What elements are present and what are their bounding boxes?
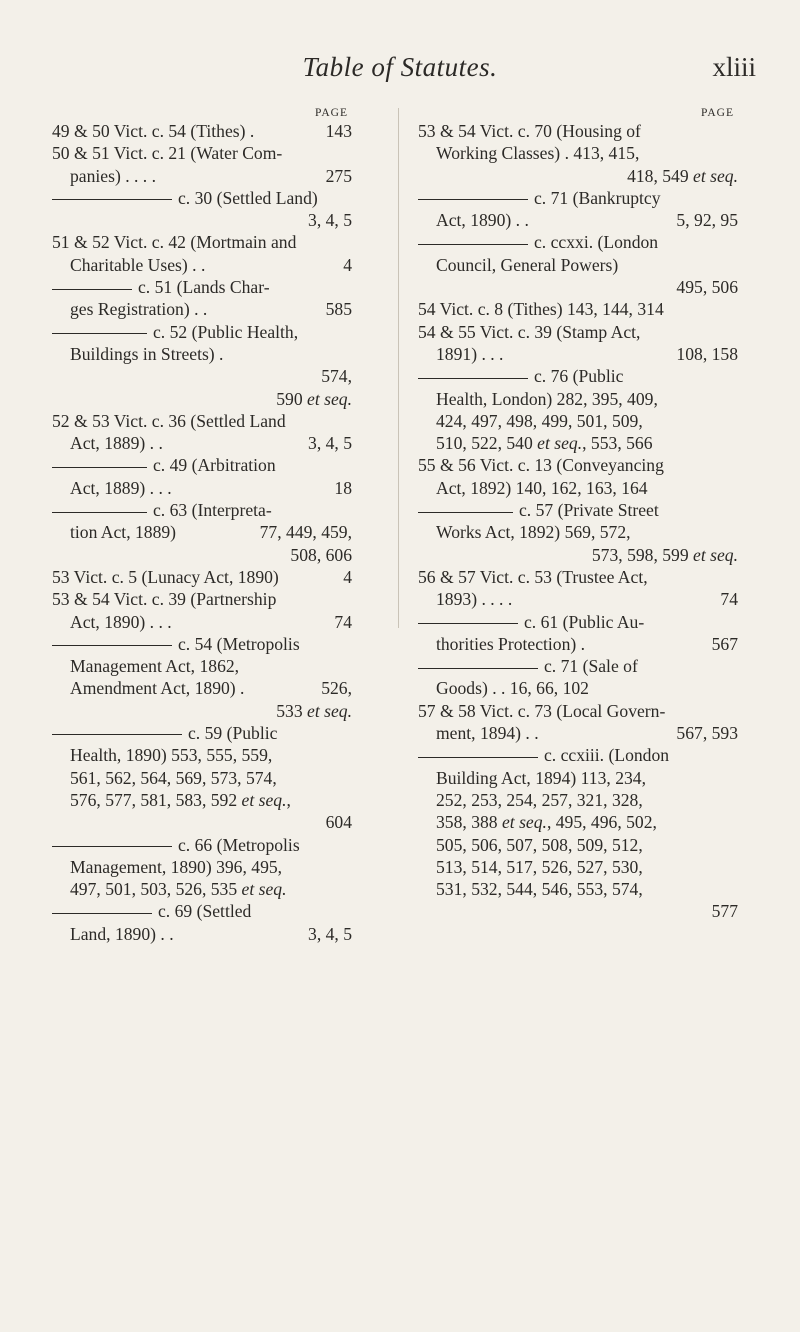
entry-line: 567, 593 ment, 1894) . .	[436, 723, 738, 744]
ditto-rule	[52, 199, 172, 200]
page-references: 74	[334, 611, 352, 632]
page-references: 577	[711, 901, 738, 922]
page-references: 3, 4, 5	[308, 433, 352, 454]
entry-line: Works Act, 1892) 569, 572,	[436, 522, 631, 543]
statute-entry	[418, 655, 738, 700]
entry-line: 74 Act, 1890) . . .	[70, 611, 352, 632]
entry-line: 77, 449, 459, tion Act, 1889)	[70, 522, 352, 543]
entry-line: 55 & 56 Vict. c. 13 (Conveyancing	[418, 455, 664, 476]
statute-entry	[418, 744, 738, 900]
entry-line: c. 30 (Settled Land)	[52, 187, 352, 209]
page-references: 495, 506	[676, 277, 738, 298]
entry-line: Management, 1890) 396, 495,	[70, 856, 283, 877]
statute-entry	[418, 900, 738, 922]
statute-entry	[52, 499, 352, 544]
ditto-rule	[52, 913, 152, 914]
entry-line: c. 76 (Public	[418, 365, 738, 387]
statute-entry	[52, 834, 352, 901]
statute-entry	[418, 120, 738, 165]
page-references: 108, 158	[676, 343, 738, 364]
statute-entry	[52, 454, 352, 499]
column-divider	[398, 108, 399, 628]
page-references: 275	[325, 165, 352, 186]
entry-line: Council, General Powers)	[436, 254, 619, 275]
ditto-rule	[418, 668, 538, 669]
entry-line: 53 & 54 Vict. c. 70 (Housing of	[418, 121, 641, 141]
entry-line: 567 thorities Protection) .	[436, 633, 738, 654]
ditto-rule	[418, 623, 518, 624]
entry-line: 510, 522, 540 et seq., 553, 566	[436, 433, 653, 454]
left-column	[52, 102, 352, 945]
entry-line: 358, 388 et seq., 495, 496, 502,	[436, 812, 657, 833]
page-references: 604	[325, 812, 352, 833]
statute-entry	[52, 811, 352, 833]
ditto-rule	[52, 333, 147, 334]
entry-line: 531, 532, 544, 546, 553, 574,	[436, 879, 643, 900]
entry-line: 3, 4, 5 Land, 1890) . .	[70, 923, 352, 944]
page-number: xliii	[712, 52, 756, 82]
statute-entry	[52, 566, 352, 588]
entry-line: c. ccxiii. (London	[418, 744, 738, 766]
entry-line: 576, 577, 581, 583, 592 et seq.,	[70, 789, 291, 810]
page-references: 3, 4, 5	[308, 923, 352, 944]
entry-line: 18 Act, 1889) . . .	[70, 477, 352, 498]
entry-line: 561, 562, 564, 569, 573, 574,	[70, 767, 277, 788]
statute-entry	[52, 544, 352, 566]
statute-entry	[52, 588, 352, 633]
statute-entry	[418, 544, 738, 566]
statute-entry	[418, 454, 738, 499]
statute-entry	[418, 187, 738, 232]
statute-entry	[52, 722, 352, 811]
statute-entry	[52, 633, 352, 700]
entry-line: 585 ges Registration) . .	[70, 299, 352, 320]
entry-line: 275 panies) . . . .	[70, 165, 352, 186]
statute-entry	[52, 187, 352, 232]
entry-line: c. 71 (Bankruptcy	[418, 187, 738, 209]
ditto-rule	[52, 734, 182, 735]
entry-line: 108, 158 1891) . . .	[436, 343, 738, 364]
entry-line: 51 & 52 Vict. c. 42 (Mortmain and	[52, 232, 297, 253]
entry-line: 5, 92, 95 Act, 1890) . .	[436, 210, 738, 231]
statute-entry	[52, 700, 352, 722]
page-references: 4	[343, 254, 352, 275]
page-header	[44, 52, 756, 92]
entry-line: 505, 506, 507, 508, 509, 512,	[436, 834, 643, 855]
ditto-rule	[52, 645, 172, 646]
page-references: 5, 92, 95	[676, 210, 738, 231]
page-references: 526,	[321, 678, 352, 699]
page-references: 3, 4, 5	[308, 210, 352, 231]
entry-line: 54 Vict. c. 8 (Tithes) 143, 144, 314	[418, 299, 664, 320]
page-references: 585	[325, 299, 352, 320]
statute-entry	[418, 365, 738, 454]
entry-line: c. 61 (Public Au-	[418, 611, 738, 633]
ditto-rule	[418, 378, 528, 379]
statute-entry	[52, 900, 352, 945]
statute-entry	[418, 321, 738, 366]
statute-entry	[418, 566, 738, 611]
page-references: 77, 449, 459,	[259, 522, 352, 543]
entry-line: Management Act, 1862,	[70, 656, 240, 677]
page-column-label: PAGE	[315, 107, 348, 119]
entry-line: c. 69 (Settled	[52, 900, 352, 922]
page-references: 74	[720, 589, 738, 610]
page-references: 567	[711, 633, 738, 654]
statute-entry	[418, 298, 738, 320]
statute-entry	[418, 165, 738, 187]
statute-entry	[52, 410, 352, 455]
entry-line: c. 57 (Private Street	[418, 499, 738, 521]
entry-line: 57 & 58 Vict. c. 73 (Local Govern-	[418, 700, 666, 721]
entry-line: c. 71 (Sale of	[418, 655, 738, 677]
entry-line: 143 49 & 50 Vict. c. 54 (Tithes) .	[52, 121, 352, 141]
ditto-rule	[418, 199, 528, 200]
entry-line: 497, 501, 503, 526, 535 et seq.	[70, 879, 287, 900]
entry-line: c. 59 (Public	[52, 722, 352, 744]
entry-line: 252, 253, 254, 257, 321, 328,	[436, 789, 643, 810]
page-references: 590 et seq.	[276, 388, 352, 409]
entry-line: 56 & 57 Vict. c. 53 (Trustee Act,	[418, 566, 648, 587]
page-references: 18	[334, 477, 352, 498]
ditto-rule	[418, 512, 513, 513]
page-references: 533 et seq.	[276, 700, 352, 721]
entry-line: 3, 4, 5 Act, 1889) . .	[70, 433, 352, 454]
statute-entry	[418, 700, 738, 745]
page-references: 567, 593	[676, 723, 738, 744]
statute-entry	[52, 120, 352, 142]
statute-entry	[52, 388, 352, 410]
ditto-rule	[52, 512, 147, 513]
entry-line: Health, London) 282, 395, 409,	[436, 388, 658, 409]
entry-line: Building Act, 1894) 113, 234,	[436, 767, 646, 788]
entry-line: 4 Charitable Uses) . .	[70, 254, 352, 275]
page-references: 508, 606	[290, 544, 352, 565]
entry-line: 54 & 55 Vict. c. 39 (Stamp Act,	[418, 321, 641, 342]
entry-line: c. 52 (Public Health,	[52, 321, 352, 343]
entry-line: c. 66 (Metropolis	[52, 834, 352, 856]
ditto-rule	[52, 289, 132, 290]
statute-entry	[52, 231, 352, 276]
entry-line: 52 & 53 Vict. c. 36 (Settled Land	[52, 410, 286, 431]
ditto-rule	[418, 244, 528, 245]
entry-line: 74 1893) . . . .	[436, 589, 738, 610]
page-references: 418, 549 et seq.	[627, 165, 738, 186]
entry-line: c. 49 (Arbitration	[52, 454, 352, 476]
page-column-label: PAGE	[701, 107, 734, 119]
entry-line: c. ccxxi. (London	[418, 231, 738, 253]
page-references: 574,	[321, 366, 352, 387]
entry-line: Act, 1892) 140, 162, 163, 164	[436, 477, 648, 498]
right-column	[418, 102, 738, 923]
statute-entry	[418, 276, 738, 298]
statute-entry	[52, 321, 352, 388]
entry-line: Goods) . . 16, 66, 102	[436, 678, 589, 699]
page-references: 4	[343, 566, 352, 587]
running-title: Table of Statutes.	[302, 52, 498, 82]
page-references: 573, 598, 599 et seq.	[591, 544, 738, 565]
statute-entry	[418, 499, 738, 544]
ditto-rule	[52, 467, 147, 468]
entry-line: 526, Amendment Act, 1890) .	[70, 678, 352, 699]
entry-line: Health, 1890) 553, 555, 559,	[70, 745, 273, 766]
statute-entry	[52, 276, 352, 321]
entry-line: Working Classes) . 413, 415,	[436, 143, 640, 164]
entry-line: 4 53 Vict. c. 5 (Lunacy Act, 1890)	[52, 566, 352, 587]
page-references: 143	[325, 121, 352, 141]
entry-line: c. 51 (Lands Char-	[52, 276, 352, 298]
entry-line: 424, 497, 498, 499, 501, 509,	[436, 410, 643, 431]
statute-entry	[52, 142, 352, 187]
entry-line: c. 63 (Interpreta-	[52, 499, 352, 521]
entry-line: 50 & 51 Vict. c. 21 (Water Com-	[52, 143, 283, 164]
statute-entry	[418, 231, 738, 276]
statute-entry	[418, 611, 738, 656]
entry-line: c. 54 (Metropolis	[52, 633, 352, 655]
ditto-rule	[418, 757, 538, 758]
ditto-rule	[52, 846, 172, 847]
entry-line: 513, 514, 517, 526, 527, 530,	[436, 856, 643, 877]
entry-line: Buildings in Streets) .	[70, 343, 224, 364]
entry-line: 53 & 54 Vict. c. 39 (Partnership	[52, 589, 277, 610]
